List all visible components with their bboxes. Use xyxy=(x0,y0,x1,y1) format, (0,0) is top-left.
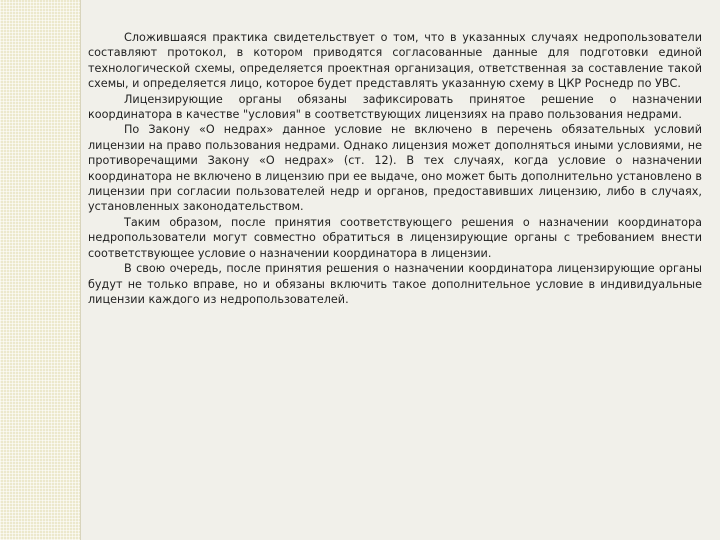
paragraph-practice: Сложившаяся практика свидетельствует о том, что в указанных случаях недропользователи составляют протокол, в котором приводятся согласованные данные для подготовки единой технологической схемы, определяется проектная организация, ответственная за составление такой схемы, и определяется лицо, которое будет представлять указанную схему в ЦКР Роснедр по УВС. xyxy=(88,31,702,91)
paragraph-obligation: В свою очередь, после принятия решения о назначении координатора лицензирующие органы будут не только вправе, но и обязаны включить такое дополнительное условие в индивидуальные лицензии каждого из недропользователей. xyxy=(88,262,702,306)
decorative-side-strip xyxy=(0,0,80,540)
paragraph-conclusion: Таким образом, после принятия соответствующего решения о назначении координатора недропользователи могут совместно обратиться в лицензирующие органы с требованием внести соответствующее условие о назначении координатора в лицензии. xyxy=(88,215,702,260)
document-body xyxy=(88,30,702,307)
side-strip-border xyxy=(80,0,81,540)
paragraph-law-on-subsoil: По Закону «О недрах» данное условие не включено в перечень обязательных условий лицензии на право пользования недрами. Однако лицензия может дополняться иными условиями, не противоречащими Закону «О недрах» (ст. 12). В тех случаях, когда условие о назначении координатора не включено в лицензию при ее выдаче, оно может быть дополнительно установлено в лицензии при согласии пользователей недр и органов, предоставивших лицензию, либо в случаях, установленных законодательством. xyxy=(88,123,702,214)
paragraph-licensing-bodies: Лицензирующие органы обязаны зафиксировать принятое решение о назначении координатора в качестве "условия" в соответствующих лицензиях на право пользования недрами. xyxy=(88,92,702,122)
